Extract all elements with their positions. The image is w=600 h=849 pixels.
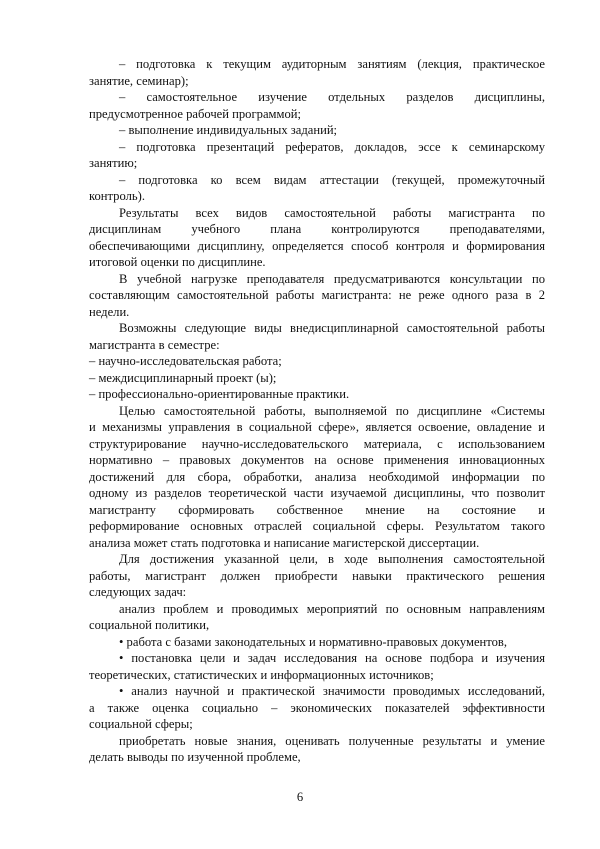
- text-line: реформирование основных отраслей социальной сферы. Результатом такого: [89, 519, 545, 533]
- text-line: нормативно – правовых документов на основе применения инновационных: [89, 453, 545, 467]
- text-line: одному из разделов теоретической части изучаемой дисциплины, что позволит: [89, 486, 545, 500]
- text-line: социальной политики,: [89, 618, 210, 632]
- text-line: анализ проблем и проводимых мероприятий по основным направлениям: [119, 601, 545, 616]
- text-line: – выполнение индивидуальных заданий;: [119, 123, 338, 137]
- text-line: – междисциплинарный проект (ы);: [89, 370, 277, 385]
- text-line: работы, магистрант должен приобрести навыки практического решения: [89, 568, 545, 583]
- text-line: структурирование научно-исследовательского материала, с использованием: [89, 436, 545, 451]
- text-line: В учебной нагрузке преподавателя предусматриваются консультации по: [119, 271, 545, 286]
- text-line: – подготовка к текущим аудиторным занятиям (лекция, практическое: [119, 57, 545, 71]
- page-number: 6: [296, 790, 304, 804]
- text-line: – подготовка ко всем видам аттестации (текущей, промежуточный: [119, 172, 545, 187]
- text-line: магистранту сформировать собственное мнение на состояние и: [89, 502, 545, 517]
- text-line: – подготовка презентаций рефератов, докладов, эссе к семинарскому: [119, 139, 545, 154]
- text-line: и механизмы управления в социальной сфере», является освоение, овладение и: [89, 420, 545, 434]
- text-line: магистранта в семестре:: [89, 337, 220, 352]
- text-line: занятие, семинар);: [89, 73, 189, 88]
- text-line: делать выводы по изученной проблеме,: [89, 750, 301, 764]
- text-line: социальной сферы;: [89, 717, 193, 731]
- text-line: Результаты всех видов самостоятельной работы магистранта по: [119, 205, 545, 220]
- text-line: обеспечивающими дисциплину, определяется способ контроля и формирования: [89, 238, 545, 253]
- text-line: Возможны следующие виды внедисциплинарной самостоятельной работы: [119, 321, 545, 335]
- text-line: занятию;: [89, 156, 138, 170]
- text-line: Для достижения указанной цели, в ходе выполнения самостоятельной: [119, 552, 545, 566]
- text-line: теоретических, статистических и информационных источников;: [89, 667, 434, 682]
- text-line: анализа может стать подготовка и написание магистерской диссертации.: [89, 535, 480, 550]
- text-line: составляющим самостоятельной работы магистранта: не реже одного раза в 2: [89, 288, 545, 302]
- text-line: а также оценка социально – экономических показателей эффективности: [89, 700, 545, 715]
- text-line: достижений для сбора, обработки, анализа необходимой информации по: [89, 469, 545, 484]
- text-line: приобретать новые знания, оценивать полученные результаты и умение: [119, 733, 545, 748]
- text-line: Целью самостоятельной работы, выполняемой по дисциплине «Системы: [119, 403, 545, 418]
- text-line: • анализ научной и практической значимости проводимых исследований,: [119, 684, 545, 698]
- text-line: – научно-исследовательская работа;: [89, 354, 282, 368]
- text-line: • работа с базами законодательных и нормативно-правовых документов,: [119, 634, 508, 649]
- page-body: [89, 56, 545, 766]
- text-line: контроль).: [89, 189, 145, 203]
- text-line: – самостоятельное изучение отдельных разделов дисциплины,: [119, 90, 545, 104]
- text-line: • постановка цели и задач исследования на основе подбора и изучения: [119, 651, 545, 665]
- text-line: следующих задач:: [89, 585, 187, 599]
- text-line: – профессионально-ориентированные практики.: [89, 387, 350, 401]
- text-line: недели.: [89, 304, 130, 319]
- text-line: дисциплинам учебного плана контролируются преподавателями,: [89, 222, 545, 236]
- text-line: итоговой оценки по дисциплине.: [89, 255, 266, 269]
- text-line: предусмотренное рабочей программой;: [89, 106, 302, 121]
